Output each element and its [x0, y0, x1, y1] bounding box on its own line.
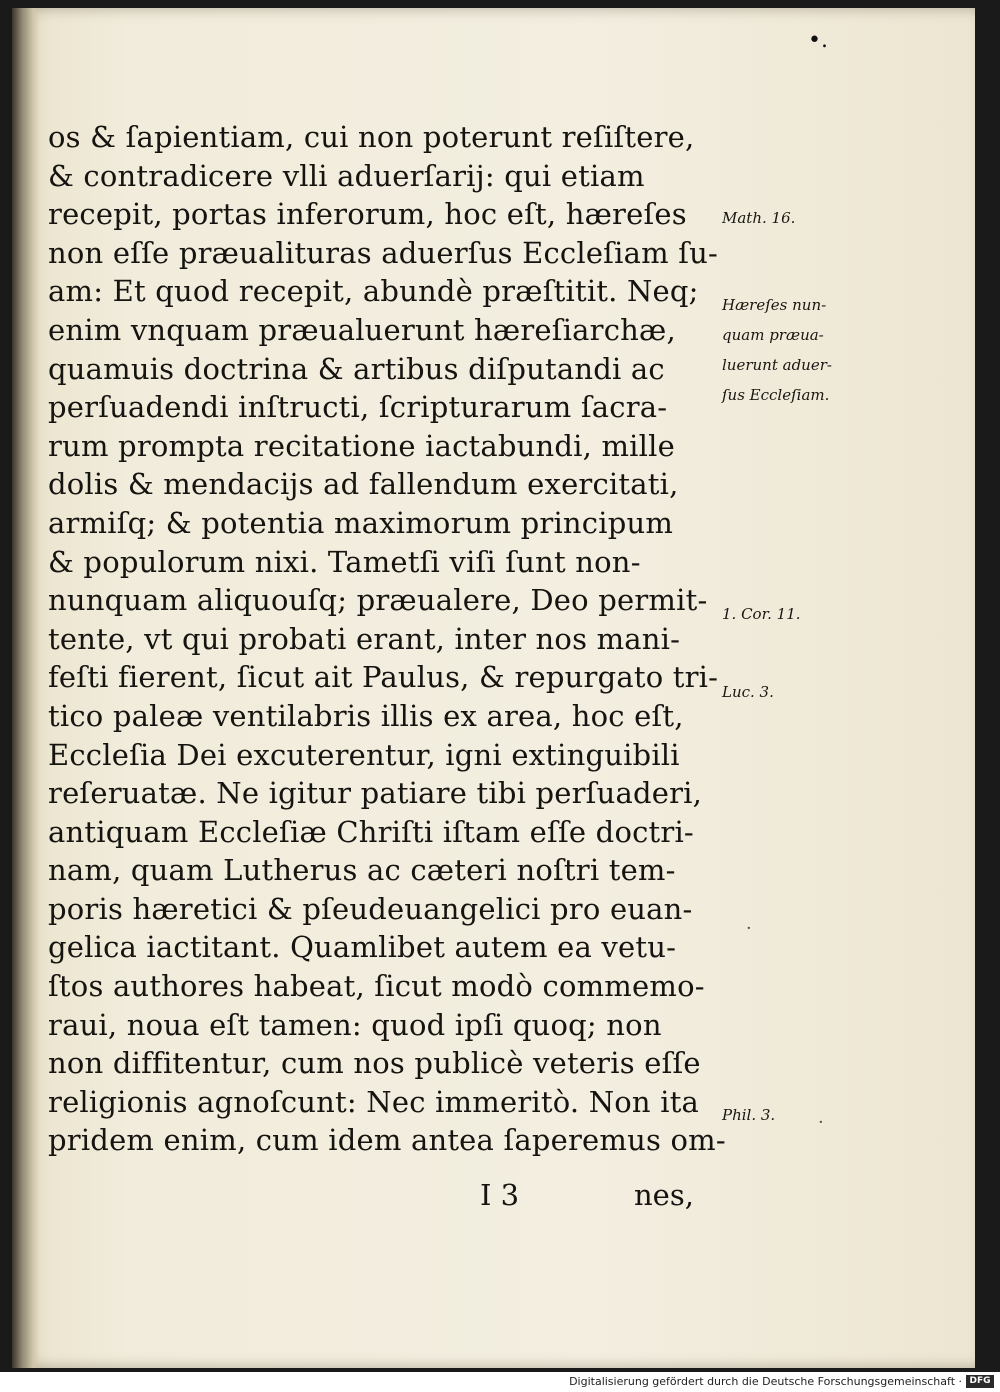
corner-mark: •.	[808, 28, 828, 53]
text-line: reſeruatæ. Ne igitur patiare tibi perſuaderi,	[48, 776, 703, 811]
text-line: am: Et quod recepit, abundè præſtitit. Neq;	[48, 274, 699, 309]
dfg-credit: Digitalisierung gefördert durch die Deutsche Forschungsgemeinschaft ·	[569, 1375, 962, 1388]
text-line: nam, quam Lutherus ac cæteri noſtri tem-	[48, 853, 676, 888]
text-line: non diffitentur, cum nos publicè veteris eſſe	[48, 1046, 701, 1081]
stray-ink-mark: ·	[746, 918, 752, 939]
text-line: perſuadendi inſtructi, ſcripturarum ſacra-	[48, 390, 668, 425]
text-line: enim vnquam præualuerunt hæreſiarchæ,	[48, 312, 676, 347]
text-line: non eſſe præualituras aduerſus Eccleſiam ſu-	[48, 235, 719, 270]
page-binding-shadow	[12, 8, 40, 1368]
text-line: recepit, portas inferorum, hoc eſt, hæreſes	[48, 197, 687, 232]
text-line: quamuis doctrina & artibus diſputandi ac	[48, 351, 665, 386]
signature-mark: I 3	[480, 1178, 520, 1212]
stray-ink-mark: ·	[818, 1112, 824, 1133]
text-line: raui, noua eſt tamen: quod ipſi quoq; non	[48, 1007, 662, 1042]
text-line: & contradicere vlli aduerſarij: qui etiam	[48, 158, 645, 193]
text-line: feſti fierent, ſicut ait Paulus, & repurgato tri-	[48, 660, 719, 695]
text-line: armiſq; & potentia maximorum principum	[48, 505, 674, 540]
text-line: os & ſapientiam, cui non poterunt reſiſtere,	[48, 120, 695, 154]
text-line: ſtos authores habeat, ſicut modò commemo-	[48, 969, 705, 1004]
text-line: antiquam Eccleſiæ Chriſti iſtam eſſe doctri-	[48, 814, 694, 849]
margin-note-math: Math. 16.	[722, 209, 796, 227]
margin-note-cor: 1. Cor. 11.	[722, 605, 801, 623]
text-line: tico paleæ ventilabris illis ex area, hoc eſt,	[48, 698, 684, 733]
text-line: tente, vt qui probati erant, inter nos mani-	[48, 621, 681, 656]
text-line: Eccleſia Dei excuterentur, igni extinguibili	[48, 737, 680, 772]
margin-note-phil: Phil. 3.	[722, 1106, 776, 1124]
text-line: rum prompta recitatione iactabundi, mille	[48, 428, 675, 463]
margin-note-haereses: luerunt aduer-	[722, 356, 832, 374]
dfg-logo: DFG	[966, 1375, 994, 1388]
text-line: & populorum nixi. Tametſi viſi ſunt non-	[48, 544, 641, 579]
text-line: religionis agnoſcunt: Nec immeritò. Non ita	[48, 1084, 700, 1119]
digitization-footer	[0, 1372, 1000, 1392]
text-line: poris hæretici & pſeudeuangelici pro euan-	[48, 891, 693, 926]
text-line: nunquam aliquouſq; præualere, Deo permit-	[48, 583, 708, 618]
margin-note-haereses: quam præua-	[722, 326, 824, 344]
margin-note-haereses: ſus Eccleſiam.	[722, 386, 830, 404]
margin-note-luc: Luc. 3.	[722, 683, 774, 701]
text-line: dolis & mendacijs ad fallendum exercitati,	[48, 467, 679, 502]
margin-note-haereses: Hæreſes nun-	[722, 296, 827, 314]
text-line: gelica iactitant. Quamlibet autem ea vetu-	[48, 930, 677, 965]
body-text	[48, 118, 726, 1160]
catchword: nes,	[634, 1178, 694, 1212]
text-line: pridem enim, cum idem antea ſaperemus om-	[48, 1123, 726, 1158]
page-signature	[480, 1178, 720, 1218]
